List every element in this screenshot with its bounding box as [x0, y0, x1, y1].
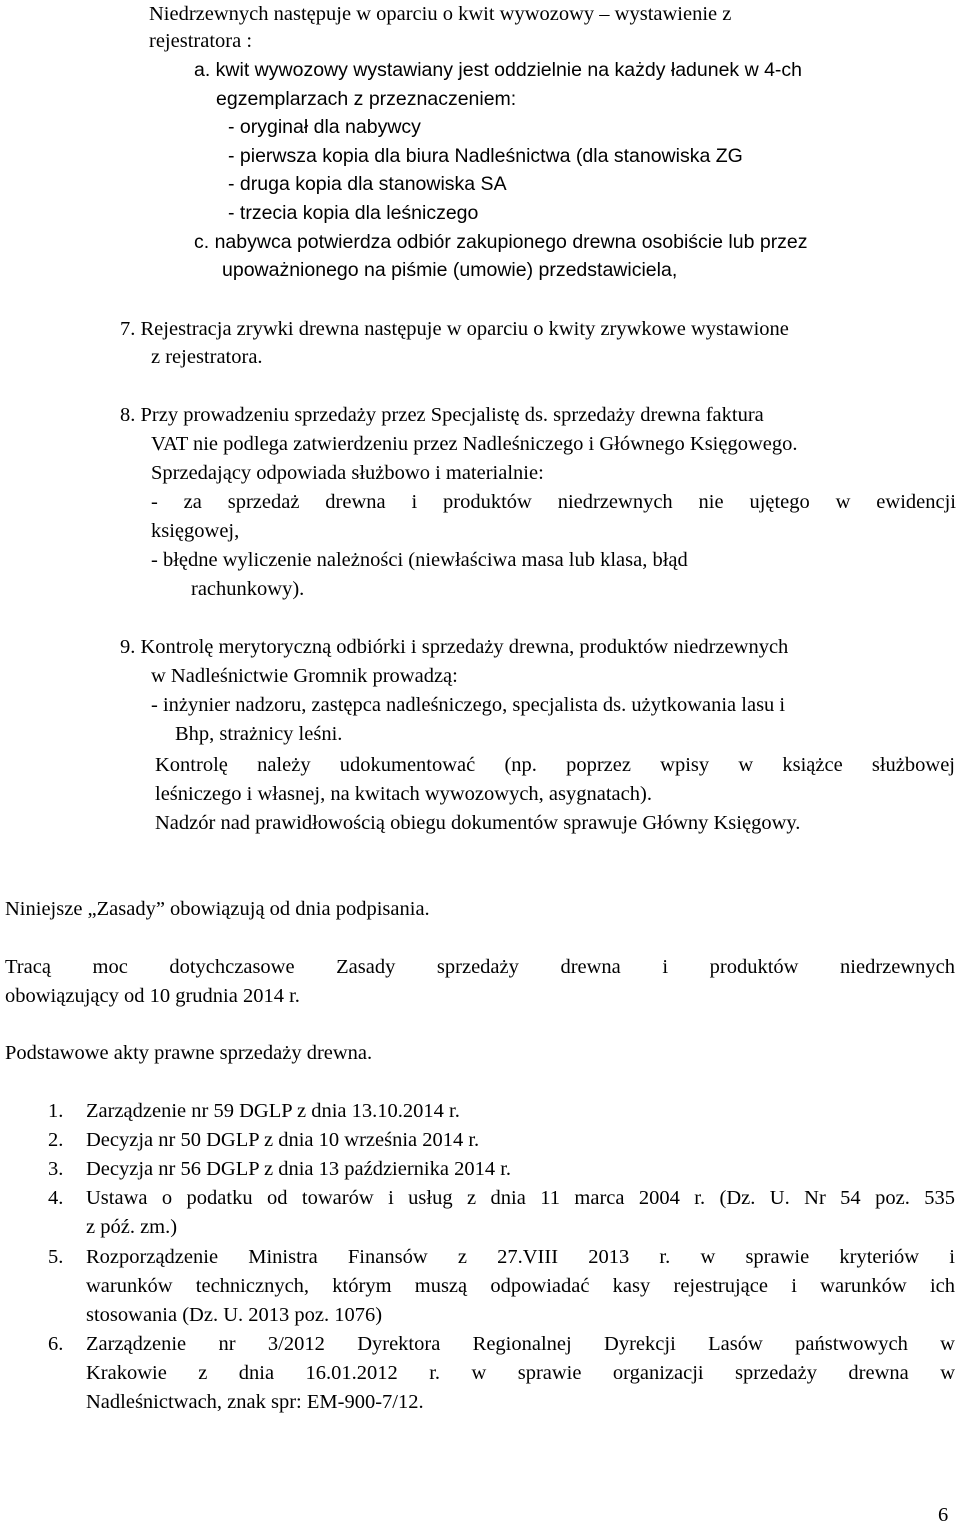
text-line: 7. Rejestracja zrywki drewna następuje w oparciu o kwity zrywkowe wystawione [120, 318, 789, 340]
text-line: c. nabywca potwierdza odbiór zakupionego drewna osobiście lub przez [194, 231, 808, 253]
text-line: Niniejsze „Zasady” obowiązują od dnia podpisania. [5, 898, 430, 920]
text-line: księgowej, [151, 520, 240, 542]
text-line: Nadzór nad prawidłowością obiegu dokumentów sprawuje Główny Księgowy. [155, 812, 801, 834]
list-item: Rozporządzenie Ministra Finansów z 27.VIII 2013 r. w sprawie kryteriów i [86, 1246, 955, 1268]
text-line: leśniczego i własnej, na kwitach wywozowych, asygnatach). [155, 783, 652, 805]
list-item: Decyzja nr 56 DGLP z dnia 13 października 2014 r. [86, 1158, 512, 1180]
list-item: Decyzja nr 50 DGLP z dnia 10 września 2014 r. [86, 1129, 480, 1151]
text-line: - błędne wyliczenie należności (niewłaściwa masa lub klasa, błąd [151, 549, 688, 571]
list-item: Ustawa o podatku od towarów i usług z dnia 11 marca 2004 r. (Dz. U. Nr 54 poz. 535 [86, 1187, 955, 1209]
list-number: 3. [48, 1158, 64, 1180]
text-line: - pierwsza kopia dla biura Nadleśnictwa (dla stanowiska ZG [228, 145, 743, 167]
list-number: 1. [48, 1100, 64, 1122]
list-item: Krakowie z dnia 16.01.2012 r. w sprawie organizacji sprzedaży drewna w [86, 1362, 955, 1384]
text-line: w Nadleśnictwie Gromnik prowadzą: [151, 665, 458, 687]
text-line: z rejestratora. [151, 346, 263, 368]
text-line: - trzecia kopia dla leśniczego [228, 202, 479, 224]
list-number: 2. [48, 1129, 64, 1151]
list-item: warunków technicznych, którym muszą odpowiadać kasy rejestrujące i warunków ich [86, 1275, 955, 1297]
text-line: 8. Przy prowadzeniu sprzedaży przez Specjalistę ds. sprzedaży drewna faktura [120, 404, 764, 426]
list-number: 6. [48, 1333, 64, 1355]
text-line: - oryginał dla nabywcy [228, 116, 421, 138]
page-number: 6 [938, 1504, 949, 1526]
text-line: egzemplarzach z przeznaczeniem: [216, 88, 517, 110]
text-line: Tracą moc dotychczasowe Zasady sprzedaży drewna i produktów niedrzewnych [5, 956, 955, 978]
text-line: 9. Kontrolę merytoryczną odbiórki i sprzedaży drewna, produktów niedrzewnych [120, 636, 789, 658]
text-line: upoważnionego na piśmie (umowie) przedstawiciela, [222, 259, 678, 281]
text-line: - inżynier nadzoru, zastępca nadleśniczego, specjalista ds. użytkowania lasu i [151, 694, 786, 716]
list-item: z póź. zm.) [86, 1216, 178, 1238]
text-line: Bhp, strażnicy leśni. [175, 723, 343, 745]
list-item: Zarządzenie nr 59 DGLP z dnia 13.10.2014 r. [86, 1100, 460, 1122]
text-line: - za sprzedaż drewna i produktów niedrzewnych nie ujętego w ewidencji [151, 491, 956, 513]
list-item: stosowania (Dz. U. 2013 poz. 1076) [86, 1304, 383, 1326]
list-number: 5. [48, 1246, 64, 1268]
list-item: Nadleśnictwach, znak spr: EM-900-7/12. [86, 1391, 424, 1413]
list-number: 4. [48, 1187, 64, 1209]
text-line: Niedrzewnych następuje w oparciu o kwit wywozowy – wystawienie z [149, 3, 732, 25]
text-line: obowiązujący od 10 grudnia 2014 r. [5, 985, 300, 1007]
text-line: - druga kopia dla stanowiska SA [228, 173, 507, 195]
text-line: rejestratora : [149, 30, 253, 52]
text-line: Kontrolę należy udokumentować (np. poprzez wpisy w książce służbowej [155, 754, 955, 776]
list-item: Zarządzenie nr 3/2012 Dyrektora Regionalnej Dyrekcji Lasów państwowych w [86, 1333, 955, 1355]
text-line: a. kwit wywozowy wystawiany jest oddzielnie na każdy ładunek w 4-ch [194, 59, 803, 81]
text-line: Sprzedający odpowiada służbowo i materialnie: [151, 462, 544, 484]
text-line: rachunkowy). [191, 578, 305, 600]
text-line: VAT nie podlega zatwierdzeniu przez Nadleśniczego i Głównego Księgowego. [151, 433, 798, 455]
section-heading: Podstawowe akty prawne sprzedaży drewna. [5, 1042, 373, 1064]
